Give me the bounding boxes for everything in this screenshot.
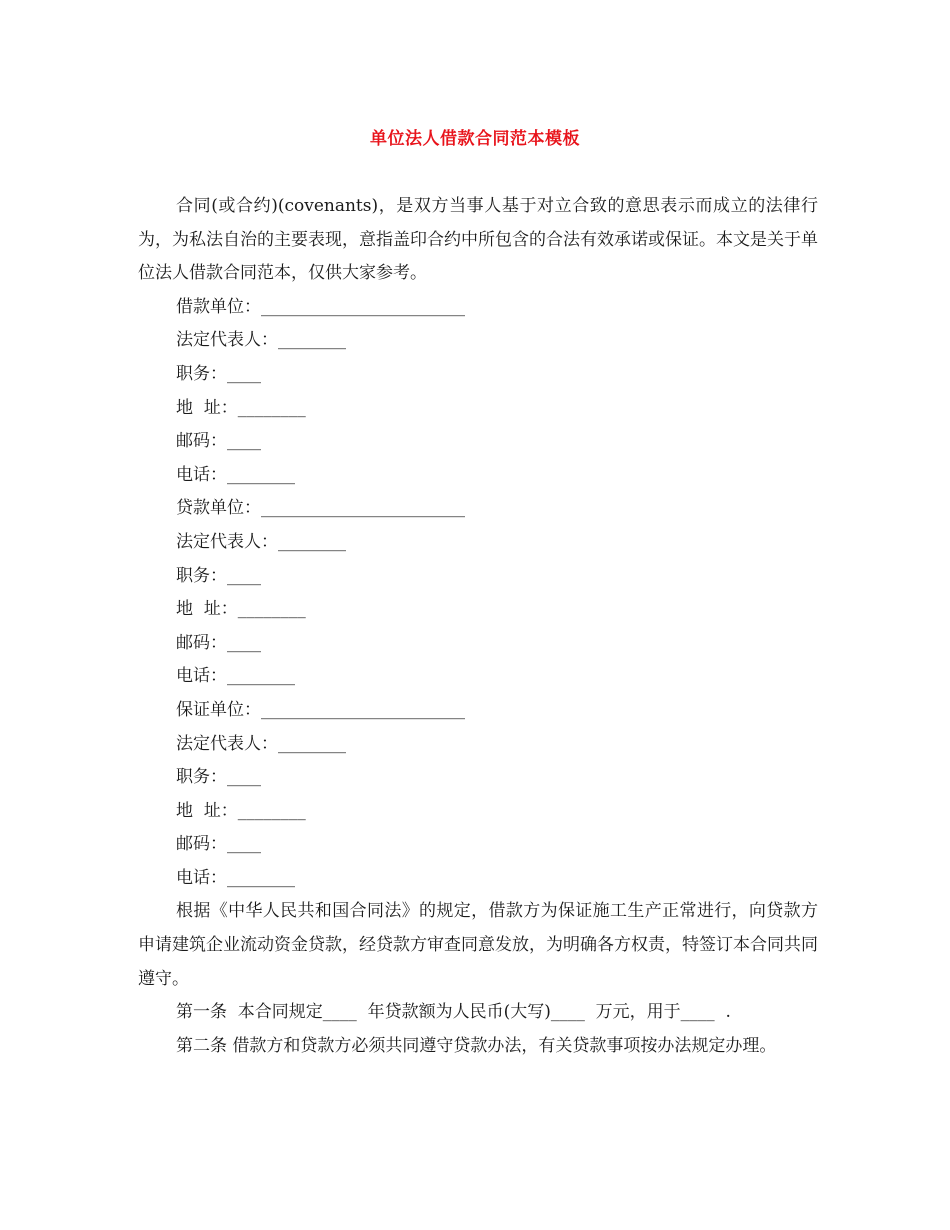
guarantor-postcode-field: 邮码：____ xyxy=(176,834,261,855)
guarantor-phone-field: 电话：________ xyxy=(176,867,295,888)
lender-address-field: 地 址：________ xyxy=(176,599,306,620)
borrower-legal-rep-field: 法定代表人：________ xyxy=(176,330,346,351)
borrower-position-field: 职务：____ xyxy=(176,363,261,384)
document-title: 单位法人借款合同范本模板 xyxy=(370,129,580,149)
document-body xyxy=(138,190,818,1063)
intro-paragraph: 合同(或合约)(covenants)，是双方当事人基于对立合致的意思表示而成立的法律行为，为私法自治的主要表现，意指盖印合约中所包含的合法有效承诺或保证。本文是关于单位法人借款合同范本，仅供大家参考。 xyxy=(138,196,818,284)
lender-position-field: 职务：____ xyxy=(176,565,261,586)
lender-unit-field: 贷款单位：________________________ xyxy=(176,498,465,519)
lender-postcode-field: 邮码：____ xyxy=(176,632,261,653)
borrower-unit-field: 借款单位：________________________ xyxy=(176,296,465,317)
lender-phone-field: 电话：________ xyxy=(176,666,295,687)
borrower-phone-field: 电话：________ xyxy=(176,464,295,485)
guarantor-address-field: 地 址：________ xyxy=(176,800,306,821)
guarantor-unit-field: 保证单位：________________________ xyxy=(176,699,465,720)
guarantor-position-field: 职务：____ xyxy=(176,767,261,788)
article-2: 第二条 借款方和贷款方必须共同遵守贷款办法，有关贷款事项按办法规定办理。 xyxy=(176,1035,777,1056)
basis-paragraph: 根据《中华人民共和国合同法》的规定，借款方为保证施工生产正常进行，向贷款方申请建筑企业流动资金贷款，经贷款方审查同意发放，为明确各方权责，特签订本合同共同遵守。 xyxy=(138,901,818,989)
lender-legal-rep-field: 法定代表人：________ xyxy=(176,531,346,552)
borrower-postcode-field: 邮码：____ xyxy=(176,431,261,452)
article-1: 第一条 本合同规定____ 年贷款额为人民币(大写)____ 万元，用于____ . xyxy=(176,1002,731,1023)
borrower-address-field: 地 址：________ xyxy=(176,397,306,418)
guarantor-legal-rep-field: 法定代表人：________ xyxy=(176,733,346,754)
